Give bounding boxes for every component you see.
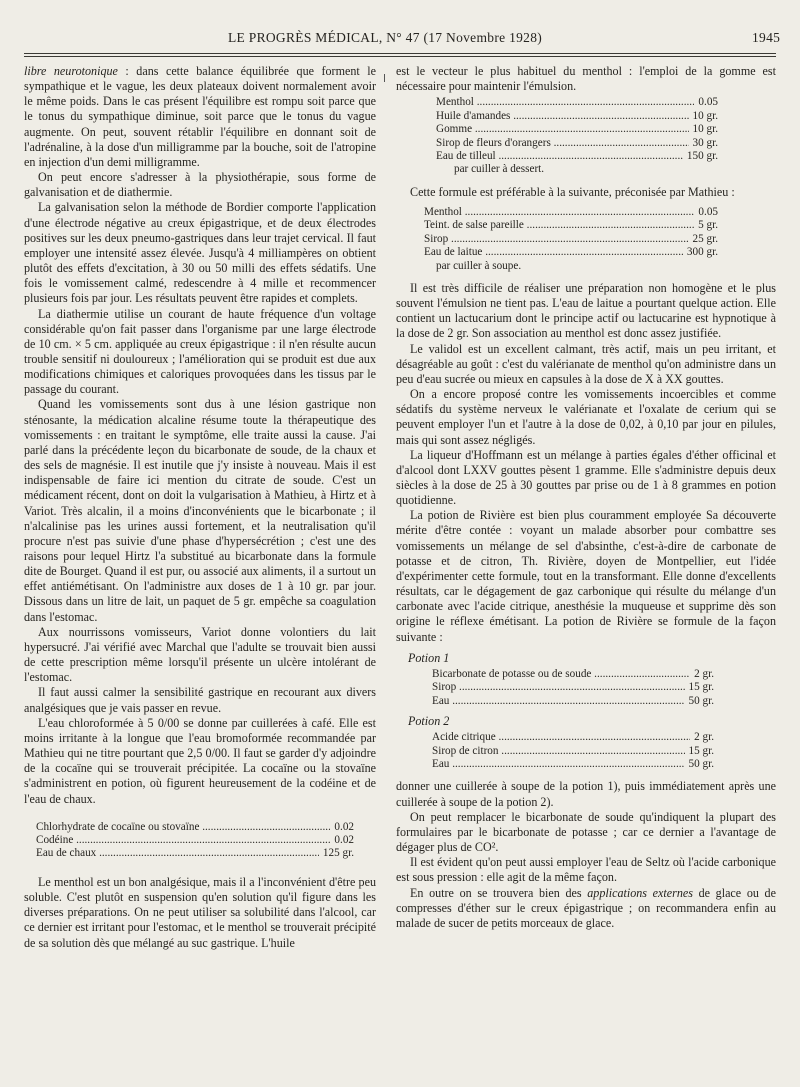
ingredient-name: Eau de chaux ..... [36, 847, 319, 860]
formula-row [424, 233, 718, 246]
formula-row [432, 668, 714, 681]
ingredient-dose: 15 gr. [688, 681, 714, 694]
ingredient-dose: 125 gr. [322, 847, 354, 860]
ingredient-dose: 10 gr. [692, 109, 718, 122]
paragraph-text: de glace ou de compresses d'éther sur le creux épigastrique ; on recommandera enfin au malade de sucer de petits morceaux de glace. [396, 885, 776, 930]
formula-row [436, 123, 718, 136]
paragraph: Il faut aussi calmer la sensibilité gastrique en recourant aux divers analgésiques que je vais passer en revue. [24, 685, 376, 715]
ingredient-name: Eau de laitue ..... [424, 246, 683, 259]
left-column [24, 64, 376, 951]
ingredient-dose: 50 gr. [688, 758, 714, 771]
italic-term: libre neurotonique [24, 64, 118, 78]
prescription-formula [436, 96, 718, 176]
ingredient-dose: 0.02 [334, 820, 354, 833]
ingredient-name: Eau ..... [432, 695, 685, 708]
ingredient-name: Gomme ..... [436, 123, 689, 136]
paragraph: Il est évident qu'on peut aussi employer l'eau de Seltz où l'acide carbonique est sous pression : elle agit de la même façon. [396, 855, 776, 885]
dosage-note: par cuiller à dessert. [454, 163, 545, 176]
ingredient-dose: 150 gr. [686, 149, 718, 162]
formula-row [432, 745, 714, 758]
ingredient-dose: 10 gr. [692, 123, 718, 136]
ingredient-name: Acide citrique ..... [432, 731, 690, 744]
paragraph-text: : dans cette balance équilibrée que forment le sympathique et le vague, les deux plateaux doivent normalement avoir le même poids. Dans le cas présent l'équilibre est rompu soit parce que le tonus du sympathique diminue, soit parce que le tonus du vague augmente. On peut, souvent rétablir l'équilibre en donnant soit de l'adrénaline, à la dose d'un milligramme par la bouche, soit de l'atropine en injection d'un demi milligramme. [24, 64, 376, 169]
running-header [0, 30, 800, 50]
paragraph: La galvanisation selon la méthode de Bordier comporte l'application d'une électrode négative au creux épigastrique, et de deux électrodes positives sur les deux pneumo-gastriques dans leur trajet cervical. Il faut employer une intensité assez élevée. Jusqu'à 4 milliampères on obtient plutôt des effets d'excitation, à 30 ou 50 milli des effets sédatifs. Une fois le vomissement calmé, redescendre à 4 mille et recommencer plusieurs fois par jour. Les résultats peuvent être rapides et complets. [24, 200, 376, 306]
ingredient-dose: 2 gr. [694, 731, 714, 744]
paragraph: On peut remplacer le bicarbonate de soude qu'indiquent la plupart des formulaires par le bicarbonate de potasse ; car ce dernier a l'avantage de dégager plus de CO². [396, 809, 776, 855]
ingredient-name: Menthol ..... [436, 96, 694, 109]
paragraph: Le validol est un excellent calmant, très actif, mais un peu irritant, et désagréable au goût : c'est du valérianate de menthol qu'on administre dans un peu d'eau sucrée ou mieux en capsules à la dose de X à XX gouttes. [396, 341, 776, 386]
paragraph: On a encore proposé contre les vomissements incoercibles et comme sédatifs du système nerveux le valérianate et l'oxalate de cerium qui se peuvent employer l'un et l'autre à la dose de 0,02, à 0,10 par jour en pilules, mais qui sont assez négligés. [396, 387, 776, 447]
paragraph: est le vecteur le plus habituel du menthol : l'emploi de la gomme est nécessaire pour maintenir l'émulsion. [396, 64, 776, 94]
ingredient-name: Sirop ..... [432, 681, 685, 694]
ingredient-name: Huile d'amandes ..... [436, 110, 689, 123]
paragraph: Le menthol est un bon analgésique, mais il a l'inconvénient d'être peu soluble. C'est plutôt en suspension qu'en solution qu'il figure dans les diverses préparations. On ne peut utiliser sa solubilité dans l'alcool, car ce dernier est irritant pour l'estomac, et le menthol se trouverait précipité de sa solution dès que mélangé au suc gastrique. L'huile [24, 874, 376, 950]
paragraph: On peut encore s'adresser à la physiothérapie, sous forme de galvanisation et de diathermie. [24, 170, 376, 200]
ingredient-dose: 5 gr. [698, 219, 718, 232]
formula-row [432, 681, 714, 694]
formula-row [432, 695, 714, 708]
formula-row [36, 847, 354, 860]
paragraph: La potion de Rivière est bien plus couramment employée Sa découverte mérite d'être contée : voyant un malade absorber pour combattre ses vomissements un mélange de sel d'absinthe, c'est-à-dire de carbonate de potasse et de citron, Th. Rivière, doyen de Montpellier, eut l'idée d'expérimenter cette formule, tout en la transformant. Elle donne d'excellents résultats, car le dégagement de gaz carbonique qui résulte du mélange d'un carbonate avec l'acide citrique, anesthésie la muqueuse et supprime dès son origine le réflexe émétisant. La potion de Rivière se formule de la façon suivante : [396, 508, 776, 644]
ingredient-name: Eau de tilleul ..... [436, 150, 683, 163]
formula-row [436, 110, 718, 123]
paragraph: Aux nourrissons vomisseurs, Variot donne volontiers du lait hypersucré. J'ai vérifié avec Marchal que l'adulte se trouvait bien aussi de cette prescription même lorsqu'il présente un ulcère intolérant de l'estomac. [24, 624, 376, 685]
ingredient-name: Chlorhydrate de cocaïne ou stovaïne ..... [36, 821, 330, 834]
formula-row [36, 834, 354, 847]
formula-row [432, 731, 714, 744]
paragraph-text: En outre on se trouvera bien des [410, 885, 588, 900]
formula-row [436, 96, 718, 109]
formula-row [424, 246, 718, 259]
paragraph: Cette formule est préférable à la suivante, préconisée par Mathieu : [410, 184, 735, 199]
ingredient-dose: 25 gr. [692, 232, 718, 245]
formula-row [436, 150, 718, 163]
paragraph [24, 64, 376, 170]
formula-row [424, 219, 718, 232]
formula-row [432, 758, 714, 771]
formula-row [424, 206, 718, 219]
prescription-formula [432, 731, 714, 771]
prescription-formula [424, 206, 718, 273]
ingredient-dose: 0.05 [698, 96, 718, 109]
ingredient-name: Sirop de fleurs d'orangers ..... [436, 137, 689, 150]
ingredient-name: Teint. de salse pareille ..... [424, 219, 694, 232]
ingredient-name: Eau ..... [432, 758, 685, 771]
page-number: 1945 [752, 30, 781, 45]
prescription-formula [36, 821, 354, 861]
prescription-formula [432, 668, 714, 708]
ingredient-dose: 2 gr. [694, 667, 714, 680]
header-rule [24, 53, 776, 54]
ingredient-dose: 50 gr. [688, 694, 714, 707]
ingredient-dose: 300 gr. [686, 246, 718, 259]
ingredient-name: Sirop ..... [424, 233, 689, 246]
ingredient-dose: 0.02 [334, 834, 354, 847]
paragraph: Il est très difficile de réaliser une préparation non homogène et le plus souvent l'émulsion ne tient pas. L'eau de laitue a pourtant quelque action. Elle contient un lactucarium dont le principe actif ou lactucarine est hypnotique à la dose de 2 gr. Son association au menthol est donc assez justifiée. [396, 280, 776, 341]
paragraph: Quand les vomissements sont dus à une lésion gastrique non sténosante, la médication alcaline résume toute la thérapeutique des vomissements : en traitant le symptôme, elle traite aussi la cause. J'ai parlé dans la précédente leçon du bicarbonate de soude, de la chaux et des sels de magnésie. Il est inutile que j'y insiste à nouveau. Mais il est indispensable de faire ici mention du citrate de soude. C'est un médicament récent, dont on doit la vulgarisation à Mathieu, à Hirtz et à Variot. Très alcalin, il a moins d'inconvénients que le bicarbonate ; il n'alcalinise pas les urines aussi fortement, et la neutralisation qu'il procure n'est pas suivie d'une phase d'hypersécrétion ; c'est une des raisons pour lequel Hirtz l'a substitué au bicarbonate dans la formule dite de Bourget. Quand il est pur, ou associé aux aliments, il a surtout un effet antiémétisant. On l'administre aux doses de 1 à 10 gr. par jour. Dissous dans un litre de lait, un paquet de 5 gr. empêche sa coagulation dans l'estomac. [24, 397, 376, 624]
dosage-note: par cuiller à soupe. [436, 259, 522, 272]
paragraph: donner une cuillerée à soupe de la potion 1), puis immédiatement après une cuillerée à soupe de la potion 2). [396, 779, 776, 809]
ingredient-name: Sirop de citron ..... [432, 745, 685, 758]
formula-row [36, 821, 354, 834]
column-separator-mark [384, 74, 385, 82]
paragraph [396, 886, 776, 931]
ingredient-name: Codéine ..... [36, 834, 330, 847]
ingredient-name: Menthol ..... [424, 206, 694, 219]
paragraph: La diathermie utilise un courant de haute fréquence d'un voltage considérable qu'on fait passer dans l'organisme par une large électrode de 10 cm. × 5 cm. appliquée au creux épigastrique : il n'en résulte aucun trouble sensitif ni douloureux ; l'amélioration qui se produit est due aux modifications chimiques et caloriques provoquées dans les tissus par le passage du courant. [24, 306, 376, 397]
header-rule-double [24, 56, 776, 57]
ingredient-name: Bicarbonate de potasse ou de soude ..... [432, 668, 690, 681]
formula-row [436, 137, 718, 150]
potion-2-title: Potion 2 [408, 714, 450, 729]
ingredient-dose: 15 gr. [688, 744, 714, 757]
paragraph: L'eau chloroformée à 5 0/00 se donne par cuillerées à café. Elle est moins irritante à la longue que l'eau bromoformée recommandée par Mathieu qui ne titre pourtant que 2,5 0/00. Il faut se garder d'y adjoindre de la cocaïne qui se trouverait précipitée. La cocaïne ou la stovaïne s'administrent en potion, où figurent heureusement de la codéine et de l'eau de chaux. [24, 715, 376, 806]
right-column [396, 64, 776, 931]
potion-1-title: Potion 1 [408, 650, 450, 665]
ingredient-dose: 30 gr. [692, 136, 718, 149]
paragraph: La liqueur d'Hoffmann est un mélange à parties égales d'éther officinal et d'alcool dont LXXV gouttes pèsent 1 gramme. Elle s'administre depuis deux siècles à la dose de 25 à 30 gouttes par prise ou de 1 à 8 grammes en potion quotidienne. [396, 447, 776, 508]
ingredient-dose: 0.05 [698, 205, 718, 218]
italic-term: applications externes [587, 885, 693, 900]
running-title: LE PROGRÈS MÉDICAL, N° 47 (17 Novembre 1928) [228, 30, 543, 45]
